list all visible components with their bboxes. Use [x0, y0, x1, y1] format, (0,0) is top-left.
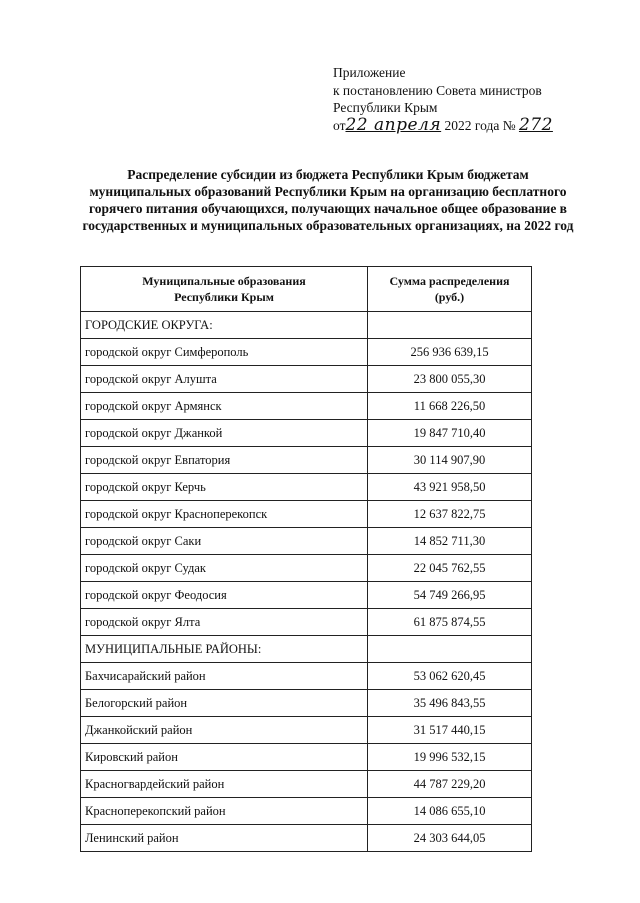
table-row [81, 582, 532, 609]
municipality-name: городской округ Джанкой [81, 420, 368, 447]
amount-value: 22 045 762,55 [368, 555, 532, 582]
distribution-table [80, 266, 532, 852]
municipality-name: городской округ Саки [81, 528, 368, 555]
section-label: ГОРОДСКИЕ ОКРУГА: [81, 312, 368, 339]
amount-value: 19 847 710,40 [368, 420, 532, 447]
table-row [81, 447, 532, 474]
municipality-name: городской округ Алушта [81, 366, 368, 393]
section-row [81, 312, 532, 339]
handwritten-number: 272 [518, 114, 553, 135]
municipality-name: городской округ Ялта [81, 609, 368, 636]
document-title: Распределение субсидии из бюджета Республики Крым бюджетам муниципальных образований Республики Крым на организацию бесплатного горячего питания обучающихся, получающих начальное общее образование в государственных и муниципальных образовательных организациях, на 2022 год [82, 167, 574, 233]
col1-header-line2: Республики Крым [174, 290, 274, 304]
municipality-name: городской округ Евпатория [81, 447, 368, 474]
col-amount-header [368, 267, 532, 312]
municipality-name: Красноперекопский район [81, 798, 368, 825]
table-row [81, 393, 532, 420]
municipality-name: Кировский район [81, 744, 368, 771]
year-text: 2022 года № [444, 117, 516, 133]
col1-header-line1: Муниципальные образования [142, 274, 306, 288]
table-row [81, 771, 532, 798]
municipality-name: городской округ Судак [81, 555, 368, 582]
municipality-name: городской округ Симферополь [81, 339, 368, 366]
amount-value: 53 062 620,45 [368, 663, 532, 690]
annex-line-3: Республики Крым [333, 100, 438, 115]
table-row [81, 366, 532, 393]
amount-value: 11 668 226,50 [368, 393, 532, 420]
amount-value: 61 875 874,55 [368, 609, 532, 636]
amount-value: 43 921 958,50 [368, 474, 532, 501]
amount-value: 35 496 843,55 [368, 690, 532, 717]
table-row [81, 609, 532, 636]
amount-value: 24 303 644,05 [368, 825, 532, 852]
amount-value: 12 637 822,75 [368, 501, 532, 528]
municipality-name: Джанкойский район [81, 717, 368, 744]
amount-value: 14 086 655,10 [368, 798, 532, 825]
amount-value: 31 517 440,15 [368, 717, 532, 744]
col-municipality-header [81, 267, 368, 312]
table-row [81, 798, 532, 825]
handwritten-date: 22 апреля [345, 114, 442, 135]
municipality-name: городской округ Керчь [81, 474, 368, 501]
municipality-name: Красногвардейский район [81, 771, 368, 798]
municipality-name: городской округ Армянск [81, 393, 368, 420]
section-label: МУНИЦИПАЛЬНЫЕ РАЙОНЫ: [81, 636, 368, 663]
table-row [81, 501, 532, 528]
municipality-name: Бахчисарайский район [81, 663, 368, 690]
table-row [81, 555, 532, 582]
col2-header-line1: Сумма распределения [389, 274, 510, 288]
table-row [81, 420, 532, 447]
municipality-name: Ленинский район [81, 825, 368, 852]
annex-line-2: к постановлению Совета министров [333, 82, 542, 98]
table-header-row [81, 267, 532, 312]
amount-value: 14 852 711,30 [368, 528, 532, 555]
amount-value: 30 114 907,90 [368, 447, 532, 474]
amount-value: 54 749 266,95 [368, 582, 532, 609]
amount-value: 23 800 055,30 [368, 366, 532, 393]
table-row [81, 690, 532, 717]
amount-value: 19 996 532,15 [368, 744, 532, 771]
municipality-name: Белогорский район [81, 690, 368, 717]
table-body [81, 312, 532, 852]
section-empty-cell [368, 636, 532, 663]
table-row [81, 825, 532, 852]
table-row [81, 663, 532, 690]
annex-date-line [333, 114, 553, 135]
municipality-name: городской округ Феодосия [81, 582, 368, 609]
table-row [81, 474, 532, 501]
from-prefix: от [333, 117, 346, 133]
amount-value: 256 936 639,15 [368, 339, 532, 366]
annex-line-1: Приложение [333, 65, 406, 80]
table-row [81, 744, 532, 771]
section-empty-cell [368, 312, 532, 339]
table-row [81, 717, 532, 744]
table-row [81, 528, 532, 555]
section-row [81, 636, 532, 663]
annex-block [333, 64, 553, 134]
municipality-name: городской округ Красноперекопск [81, 501, 368, 528]
table-row [81, 339, 532, 366]
col2-header-line2: (руб.) [434, 290, 465, 304]
amount-value: 44 787 229,20 [368, 771, 532, 798]
